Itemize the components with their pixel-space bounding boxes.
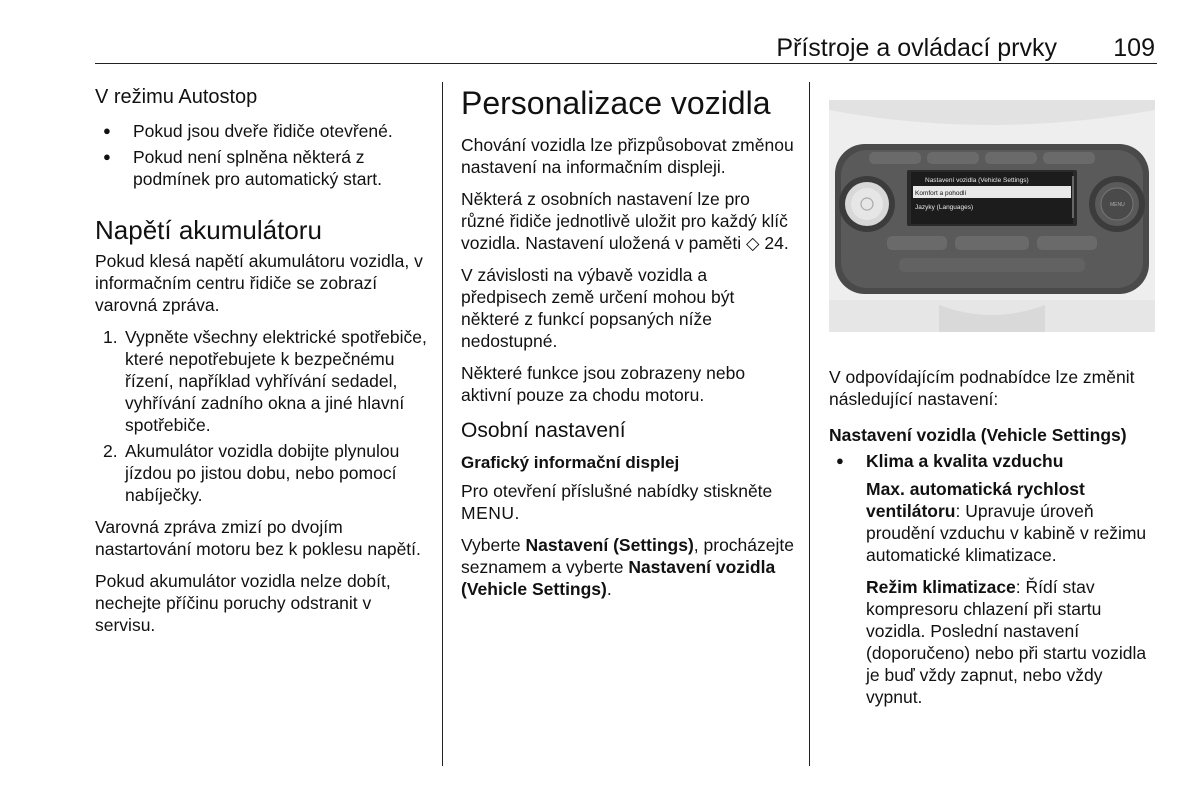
battery-intro: Pokud klesá napětí akumulátoru vozidla, v informačním centru řidiče se zobrazí varovná zpráva. <box>95 251 423 315</box>
paragraph-text: Vyberte <box>461 535 521 555</box>
power-volume-knob <box>851 188 883 220</box>
column-divider-left <box>442 82 443 766</box>
battery-steps <box>95 326 427 506</box>
dashboard-top-edge <box>829 100 1155 125</box>
fan-speed-item <box>829 478 1159 566</box>
paragraph-text: Pro otevření příslušné nabídky stiskněte <box>461 481 773 501</box>
menu-button-label: MENU <box>461 503 515 523</box>
panel-bottom-button <box>1037 236 1097 250</box>
fan-speed-description: : Upravuje úroveň proudění vzduchu v kabině v režimu automatické klimatizace. <box>866 501 1147 565</box>
vehicle-settings-label: Nastavení vozidla (Vehicle Settings) <box>461 557 776 599</box>
settings-menu-label: Nastavení (Settings) <box>525 535 694 555</box>
paragraph-text: Některá z osobních nastavení lze pro různé řidiče jednotlivě uložit pro každý klíč vozidla. Nastavení uložená v paměti <box>461 189 788 253</box>
graphic-display-subheading: Grafický informační displej <box>461 453 680 472</box>
column-left <box>95 84 427 646</box>
paragraph: Některé funkce jsou zobrazeny nebo aktivní pouze za chodu motoru. <box>461 363 746 405</box>
step-text: Vypněte všechny elektrické spotřebiče, které nepotřebujete k bezpečnému řízení, například vyhřívání sedadel, vyhřívání zadního okna a jiné hlavní spotřebiče. <box>125 327 427 435</box>
screen-menu-item: Jazyky (Languages) <box>915 204 974 211</box>
page-reference-link[interactable]: ◇ 24. <box>746 233 789 253</box>
panel-top-button <box>1043 152 1095 164</box>
service-paragraph: Pokud akumulátor vozidla nelze dobít, nechejte příčinu poruchy odstranit v servisu. <box>95 571 391 635</box>
page-number: 109 <box>1113 34 1155 62</box>
column-divider-right <box>809 82 810 766</box>
panel-top-button <box>985 152 1037 164</box>
list-item: ● Pokud jsou dveře řidiče otevřené. <box>95 120 427 142</box>
step-number: 2. <box>103 441 118 461</box>
paragraph <box>461 480 795 524</box>
personal-settings-subheading: Osobní nastavení <box>461 419 626 442</box>
list-item <box>95 326 427 436</box>
punctuation: . <box>514 503 520 523</box>
vehicle-settings-heading: Nastavení vozidla (Vehicle Settings) <box>829 425 1127 445</box>
battery-heading: Napětí akumulátoru <box>95 215 322 245</box>
column-middle <box>461 84 795 610</box>
paragraph <box>461 188 795 254</box>
punctuation: . <box>606 579 612 599</box>
personalization-heading: Personalizace vozidla <box>461 85 771 121</box>
infotainment-panel-figure <box>829 100 1155 332</box>
list-item <box>95 440 427 506</box>
paragraph <box>461 534 795 600</box>
paragraph: V závislosti na výbavě vozidla a předpisech země určení mohou být některé z funkcí popsaných níže nedostupné. <box>461 265 735 351</box>
panel-top-button <box>927 152 979 164</box>
screen-menu-item: Nastavení vozidla (Vehicle Settings) <box>925 177 1029 184</box>
fan-speed-label: Max. automatická rychlost ventilátoru <box>866 479 1085 521</box>
column-right <box>829 366 1159 718</box>
autostop-heading: V režimu Autostop <box>95 86 258 108</box>
step-number: 1. <box>103 327 118 347</box>
autostop-bullet-list <box>95 120 427 190</box>
ac-mode-item <box>829 576 1159 708</box>
warning-off-paragraph: Varovná zpráva zmizí po dvojím nastartování motoru bez k poklesu napětí. <box>95 517 421 559</box>
paragraph-text: , procházejte seznamem a vyberte <box>461 535 794 577</box>
panel-bottom-bar <box>899 258 1085 272</box>
submenu-intro: V odpovídajícím podnabídce lze změnit následující nastavení: <box>829 367 1135 409</box>
panel-bottom-button <box>955 236 1029 250</box>
screen-menu-item-selected: Komfort a pohodlí <box>915 190 967 197</box>
ac-mode-label: Režim klimatizace <box>866 577 1016 597</box>
ac-mode-description: : Řídí stav kompresoru chlazení při startu vozidla. Poslední nastavení (doporučeno) nebo při startu vozidla je buď vždy zapnut, nebo vždy vypnut. <box>866 577 1147 707</box>
header-rule <box>95 63 1157 64</box>
menu-knob-label: MENU <box>1110 202 1125 208</box>
page-header-title: Přístroje a ovládací prvky <box>776 34 1057 62</box>
screen-scrollbar <box>1072 176 1074 218</box>
list-item: ● Pokud není splněna některá z podmínek pro automatický start. <box>95 146 427 190</box>
panel-top-button <box>869 152 921 164</box>
paragraph: Chování vozidla lze přizpůsobovat změnou nastavení na informačním displeji. <box>461 135 794 177</box>
climate-bullet-heading: ● Klima a kvalita vzduchu <box>829 450 1159 472</box>
infotainment-panel-illustration <box>829 100 1155 332</box>
step-text: Akumulátor vozidla dobijte plynulou jízdou po jistou dobu, nebo pomocí nabíječky. <box>125 441 400 505</box>
panel-bottom-button <box>887 236 947 250</box>
